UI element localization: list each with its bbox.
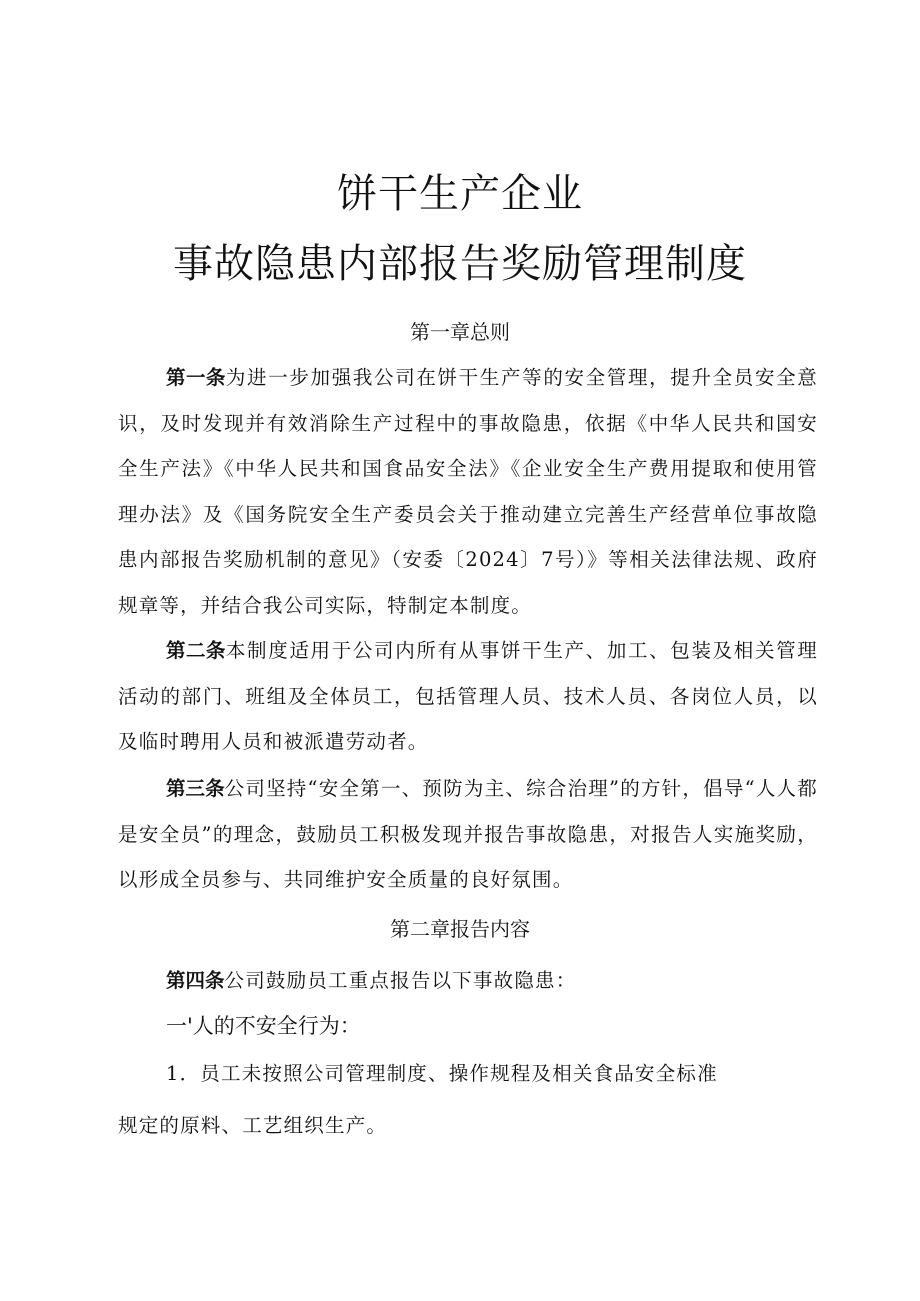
chapter-heading-1: 第一章总则 [410, 320, 510, 344]
article-4 [118, 958, 818, 1004]
list-item-1-line1: 1．员工未按照公司管理制度、操作规程及相关食品安全标准 [166, 1062, 718, 1085]
article-2-lead: 第二条 [166, 639, 226, 662]
article-3-text: 公司坚持“安全第一、预防为主、综合治理”的方针，倡导“人人都是安全员”的理念，鼓励员工积极发现并报告事故隐患，对报告人实施奖励，以形成全员参与、共同维护安全质量的良好氛围。 [118, 777, 818, 891]
article-1 [118, 355, 818, 628]
article-2-text: 本制度适用于公司内所有从事饼干生产、加工、包装及相关管理活动的部门、班组及全体员工，包括管理人员、技术人员、各岗位人员，以及临时聘用人员和被派遣劳动者。 [118, 639, 818, 753]
article-4-text: 公司鼓励员工重点报告以下事故隐患： [224, 969, 577, 992]
article-1-text: 为进一步加强我公司在饼干生产等的安全管理，提升全员安全意识，及时发现并有效消除生产过程中的事故隐患，依据《中华人民共和国安全生产法》《中华人民共和国食品安全法》《企业安全生产费用提取和使用管理办法》及《国务院安全生产委员会关于推动建立完善生产经营单位事故隐患内部报告奖励机制的意见》（安委〔2024〕7号）》等相关法律法规、政府规章等，并结合我公司实际，特制定本制度。 [118, 366, 818, 617]
list-item-1-line2: 规定的原料、工艺组织生产。 [118, 1114, 388, 1137]
section-heading: 一'人的不安全行为： [166, 1014, 361, 1038]
article-3-lead: 第三条 [166, 777, 225, 800]
chapter-heading-2: 第二章报告内容 [390, 917, 530, 941]
article-4-lead: 第四条 [166, 969, 225, 992]
document-title-line1: 饼干生产企业 [337, 171, 583, 217]
article-3 [118, 766, 818, 903]
document-title-line2: 事故隐患内部报告奖励管理制度 [173, 241, 747, 287]
article-1-lead: 第一条 [166, 366, 226, 389]
article-2 [118, 628, 818, 765]
